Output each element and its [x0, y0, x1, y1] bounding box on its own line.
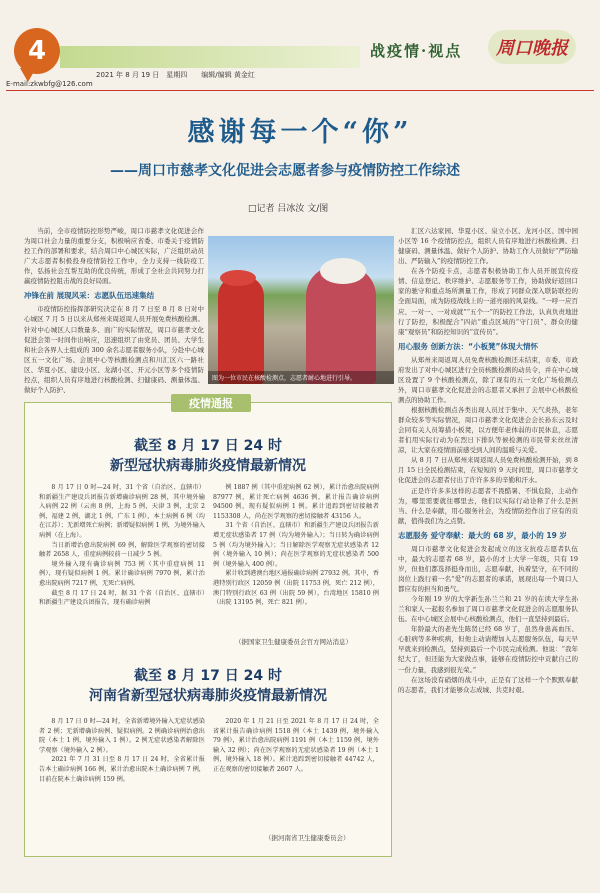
paragraph: 当前，全市疫情防控形势严峻，周口市慈孝文化促进会作为周口社会力量的重要分支，积极响应省委、市委关于疫情防控工作的部署和要求，结合周口中心城区实际，广泛组织动员广大志愿者积极投身疫情防控工作中，全力支持一线防疫工作，弘扬社会互帮互助的优良传统，形成了全社会共同努力打赢疫情防控阻击战的良好局面。 — [24, 227, 204, 286]
volunteer-hat — [220, 270, 256, 286]
paragraph: 正是许许多多这样的志愿者不畏酷暑、不惧危险，主动作为，哪里需要就往哪里去，他们以实际行动诠释了什么是担当、什么是奉献，用心服务社会，为疫情防控作出了应有的贡献，值得我们为之点赞。 — [398, 486, 578, 525]
national-report-left-column — [39, 483, 205, 643]
paragraph: 2021 年 7 月 31 日至 8 月 17 日 24 时，全省累计报告本土确诊病例 166 例，累计治愈出院本土确诊病例 7 例，目前在院本土确诊病例 159 例。 — [39, 756, 205, 783]
photo-caption: 图为一位市民在核酸检测点，志愿者耐心地进行引导。 — [208, 371, 394, 384]
article-left-column — [24, 226, 204, 400]
paragraph: 市疫情防控指挥部研究决定在 8 月 7 日至 8 月 8 日对中心城区 7 月 5 日以来从郑州来周返周人员开展免费核酸检测。针对中心城区人口数量多、面广的实际情况，周口市慈孝文化促进会第一时间作出响应，迅速组织了由党员、团员、大学生和社会各界人士组成的 300 余名志愿者服务小队，分赴中心城区五一文化广场、会展中心等核酸检测点和川汇区六一路社区、华夏小区、建设小区、龙湖小区、开元小区等多个疫情防控点，组织人员有序地进行核酸检测、扫健康码、测量体温、做好个人防护、 — [24, 305, 204, 394]
page-number-badge: 4 — [14, 28, 60, 74]
henan-report-title-line1: 截至 8 月 17 日 24 时 — [134, 668, 282, 684]
paragraph: 今年刚 19 岁的大学新生孙兰兰和 21 岁的在读大学生孙兰和家人一起报名参加了周口市慈孝文化促进会的志愿服务队伍。在中心城区会展中心核酸检测点，他们一直坚持到最后。 — [398, 595, 578, 624]
page-header — [0, 0, 600, 88]
paragraph: 8 月 17 日 0 时—24 时，全省新增境外输入无症状感染者 2 例；无新增确诊病例、疑似病例。2 例确诊病例治愈出院（本土 1 例，境外输入 1 例）。2 例无症状感染者解除医学观察（境外输入 2 例）。 — [39, 718, 205, 754]
national-report-title-line1: 截至 8 月 17 日 24 时 — [134, 438, 282, 454]
henan-report-right-column — [213, 717, 379, 829]
article-photo — [208, 236, 394, 384]
article-title: 感谢每一个“你” — [187, 117, 413, 148]
article-right-column — [398, 226, 578, 861]
email-line[interactable]: E-mail:zkwbfg@126.com — [6, 80, 93, 88]
paragraph: 2020 年 1 月 21 日至 2021 年 8 月 17 日 24 时，全省累计报告确诊病例 1518 例（本土 1439 例，境外输入 79 例），累计治愈出院病例 1191 例（本土 1159 例，境外输入 32 例）；尚在医学观察的无症状感染者 19 例（本土 1 例，境外输入 18 例）。累计追踪到密切接触者 44742 人，正在观察的密切接触者 2607 人。 — [213, 718, 379, 774]
epidemic-report-box — [24, 397, 392, 857]
section-title: 战疫情·视点 — [370, 42, 463, 60]
newspaper-logo: 周口晚报 — [488, 30, 576, 64]
henan-report-source: （据河南省卫生健康委员会） — [265, 834, 350, 842]
paragraph: 8 月 17 日 0 时—24 时，31 个省（自治区、直辖市）和新疆生产建设兵团报告新增确诊病例 28 例，其中境外输入病例 22 例（云南 8 例，上海 5 例，天津 3 例，北京 2 例，福建 2 例，湖北 1 例，广东 1 例），本土病例 6 例（均在江苏）；无新增死亡病例；新增疑似病例 1 例，为境外输入病例（在上海）。 — [39, 484, 205, 540]
section-heading: 冲锋在前 展现风采：志愿队伍迅速集结 — [24, 291, 155, 301]
henan-report-title-line2: 河南省新型冠状病毒肺炎疫情最新情况 — [89, 688, 327, 704]
citizen-hat — [320, 258, 366, 284]
paragraph: 汇区六达家园、华夏小区、泉立小区、龙河小区、国中园小区等 16 个疫情防控点，组织人员有序地进行核酸检测、扫健康码、测量体温、做好个人防护、协助工作人员做好“严防输出、严防输入”的疫情防控工作。 — [398, 227, 578, 266]
paragraph: 在各个防疫卡点，志愿者积极协助工作人员开展宣传疫情、信息登记、秩序维护、志愿服务等工作，协助做好返回口家的驰守和重点场所测量工作，形成了同群众深入联防联控的全面局面，成为防疫战线上的一道亮丽的风景线。“一呼一应百应、一对一、一对成就”“五个一”的防控工作法，认真负责地进行了防控，积极配合“四站”重点区域的“守门员”、群众的健康“观察员”和防控知识的“宣传员”。 — [398, 267, 578, 336]
article-subtitle: ——周口市慈孝文化促进会志愿者参与疫情防控工作综述 — [110, 163, 460, 179]
paragraph: 在这场没有硝烟的战斗中，正是有了这样一个个默默奉献的志愿者，我们才能够众志成城、共克时艰。 — [398, 675, 578, 694]
section-heading: 用心服务 创新方法：“小板凳”体现大情怀 — [398, 341, 538, 351]
paragraph: 从郑州来周返周人员免费核酸检测还未结束，市委、市政府发出了对中心城区进行全员核酸检测的动员令，并在中心城区设置了 9 个核酸检测点，除了现有的五一文化广场检测点外，周口市慈孝文化促进会的志愿者又承担了会展中心核酸检测点的协助工作。 — [398, 355, 578, 404]
paragraph: 周口市慈孝文化促进会发起成立的这支抗疫志愿者队伍中，最大的志愿者 68 岁，最小的才上大学一年级，只有 19 岁，但他们都选择挺身而出，志愿奉献，执着坚守，在不同的岗位上践行着一名“爱”的志愿者的承诺，展现出每一个周口人都应有的担当和勇气。 — [398, 544, 578, 593]
national-report-right-column — [213, 483, 379, 633]
national-report-source: （据国家卫生健康委员会官方网站消息） — [235, 638, 352, 646]
paragraph: 年龄最大的老先生陈贤已经 68 岁了，虽然身患高血压、心脏病等多种疾病，但他主动请缨加入志愿服务队伍，每天早早就来到检测点，坚持到最后一个市民完成检测。他说：“我年纪大了，但还能为大家做点事，能够在疫情防控中贡献自己的一份力量，我感到很光荣。” — [398, 625, 578, 674]
header-decor-band — [60, 46, 360, 68]
henan-report-left-column — [39, 717, 205, 845]
paragraph: 累计收到港澳台地区通报确诊病例 27932 例。其中，香港特别行政区 12059 例（出院 11753 例，死亡 212 例），澳门特别行政区 63 例（出院 59 例），台湾地区 15810 例（出院 13195 例，死亡 821 例）。 — [213, 570, 379, 607]
national-report-title-line2: 新型冠状病毒肺炎疫情最新情况 — [110, 458, 306, 474]
volunteer-figure — [218, 276, 264, 384]
date-editor-line: 2021 年 8 月 19 日 星期四 编辑/编辑 黄金红 — [96, 71, 255, 79]
paragraph: 截至 8 月 17 日 24 时，据 31 个省（自治区、直辖市）和新疆生产建设兵团报告，现有确诊病例 — [39, 589, 205, 607]
paragraph: 根据核酸检测点各类出现人员过于集中、天气炎热，老年群众较多等实际情况，周口市慈孝文化促进会会长孙东云及时会同有关人员筹措小板凳，以方便年老体弱的市民休息，志愿者们用实际行动为在烈日下排队等候检测的市民带来丝丝清凉，让大家在疫情面前感受到人间的温暖与关爱。 — [398, 406, 578, 455]
article-byline: □记者 吕冰汝 文/图 — [248, 204, 329, 214]
paragraph: 当日新增治愈出院病例 69 例，解除医学观察的密切接触者 2658 人，重症病例较前一日减少 5 例。 — [39, 541, 205, 559]
box-tab-label: 疫情通报 — [171, 394, 251, 412]
paragraph: 从 8 月 7 日从郑州来周返周人员免费核酸检测开始，到 8 月 15 日全民检测结束，在短短的 9 天时间里，周口市慈孝文化促进会的志愿者付出了许许多多的辛勤和汗水。 — [398, 456, 578, 485]
header-divider — [6, 90, 594, 91]
section-heading: 志愿服务 爱守奉献：最大的 68 岁，最小的 19 岁 — [398, 530, 567, 540]
paragraph: 例 1887 例（其中重症病例 62 例），累计治愈出院病例 87977 例，累计死亡病例 4636 例，累计报告确诊病例 94500 例，现有疑似病例 1 例。累计追踪到密切接触者 1153308 人，尚在医学观察的密切接触者 43156 人。 — [213, 484, 379, 520]
paragraph: 境外输入现有确诊病例 753 例（其中重症病例 11 例），现有疑似病例 1 例。累计确诊病例 7970 例，累计治愈出院病例 7217 例，无死亡病例。 — [39, 560, 205, 588]
paragraph: 31 个省（自治区、直辖市）和新疆生产建设兵团报告新增无症状感染者 17 例（均为境外输入）；当日转为确诊病例 5 例（均为境外输入）；当日解除医学观察无症状感染者 12 例（境外输入 10 例）；尚在医学观察的无症状感染者 500 例（境外输入 400 例）。 — [213, 522, 379, 568]
